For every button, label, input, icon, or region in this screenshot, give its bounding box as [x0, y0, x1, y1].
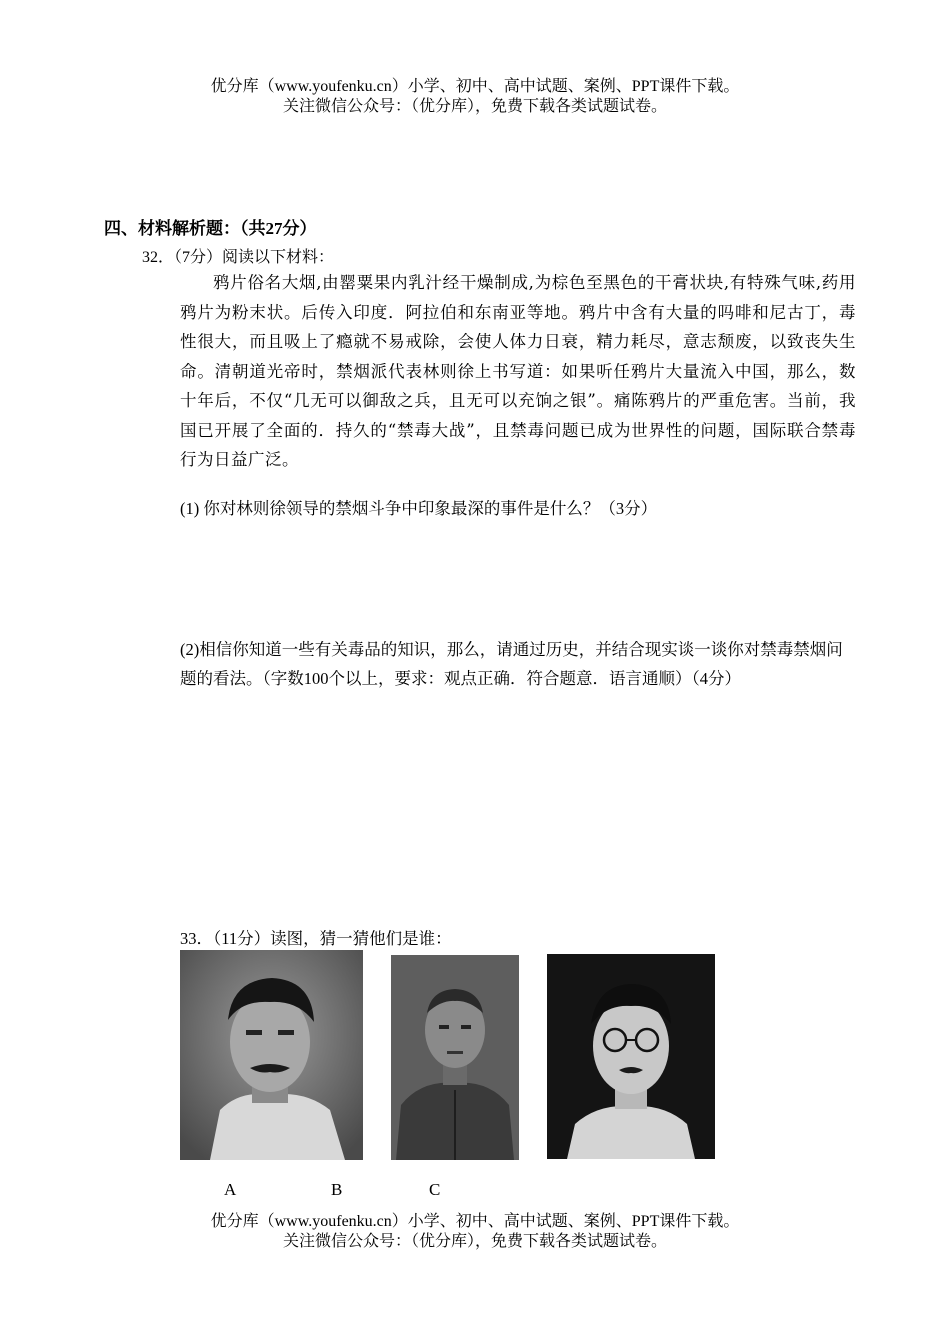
- footer-line-2: 关注微信公众号：（优分库），免费下载各类试题试卷。: [282, 1233, 667, 1250]
- label-b: B: [331, 1180, 343, 1199]
- portrait-b-photo: [391, 955, 519, 1160]
- portrait-c-photo: [547, 954, 715, 1159]
- label-c: C: [429, 1180, 441, 1199]
- q32-material: [180, 268, 856, 475]
- q32-sub1: (1) 你对林则徐领导的禁烟斗争中印象最深的事件是什么？（3分）: [180, 499, 658, 518]
- footer-line-1: 优分库（www.youfenku.cn）小学、初中、高中试题、案例、PPT课件下载。: [210, 1213, 740, 1230]
- header-line-2: 关注微信公众号：（优分库），免费下载各类试题试卷。: [282, 98, 667, 115]
- q32-material-text: 鸦片俗名大烟,由罂粟果内乳汁经干燥制成,为棕色至黑色的干膏状块,有特殊气味,药用鸦片为粉末状。后传入印度．阿拉伯和东南亚等地。鸦片中含有大量的吗啡和尼古丁，毒性很大，而且吸上了瘾就不易戒除，会使人体力日衰，精力耗尽，意志颓废，以致丧失生命。清朝道光帝时，禁烟派代表林则徐上书写道：如果听任鸦片大量流入中国，那么，数十年后，不仅“几无可以御敌之兵，且无可以充饷之银”。痛陈鸦片的严重危害。当前，我国已开展了全面的．持久的“禁毒大战”，且禁毒问题已成为世界性的问题，国际联合禁毒行为日益广泛。: [180, 273, 856, 469]
- portrait-a-photo: [180, 950, 363, 1160]
- section-title: 四、材料解析题：（共27分）: [104, 219, 317, 238]
- q33-heading: 33．（11分）读图，猜一猜他们是谁：: [180, 929, 452, 948]
- header-line-1: 优分库（www.youfenku.cn）小学、初中、高中试题、案例、PPT课件下载。: [210, 78, 740, 95]
- label-a: A: [224, 1180, 237, 1199]
- q32-heading: 32．（7分）阅读以下材料：: [142, 249, 335, 266]
- q32-sub2: (2)相信你知道一些有关毒品的知识，那么，请通过历史，并结合现实谈一谈你对禁毒禁烟问题的看法。（字数100个以上，要求：观点正确．符合题意．语言通顺）（4分）: [180, 640, 843, 688]
